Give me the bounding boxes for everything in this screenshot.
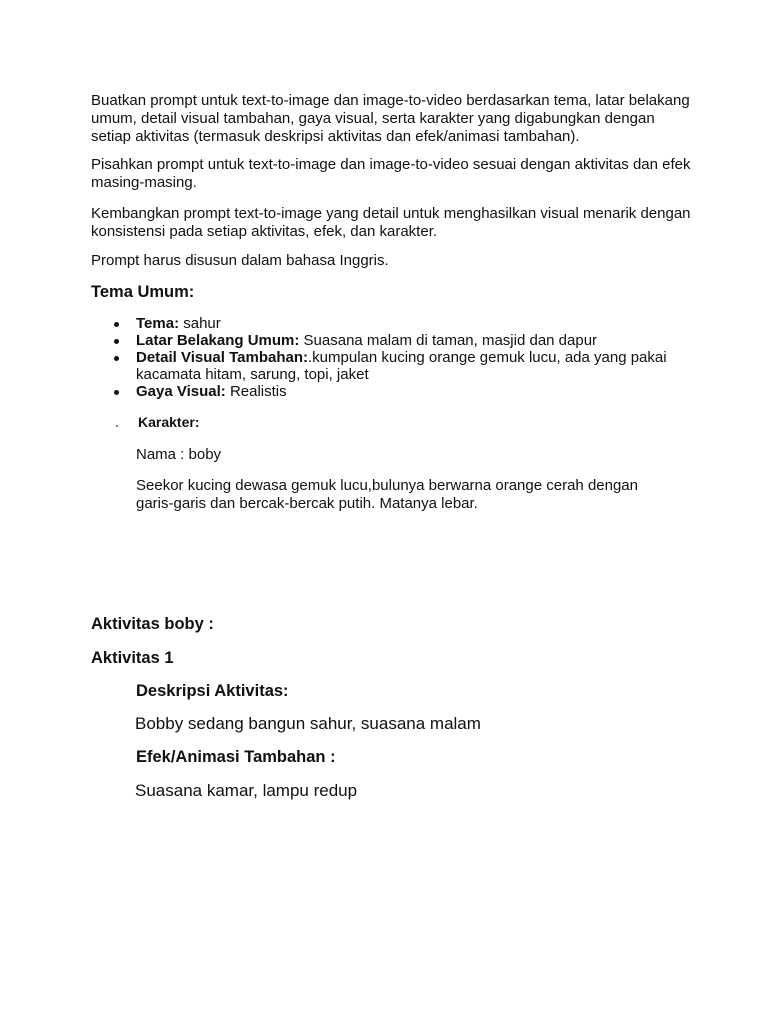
bullet-item-latar bbox=[112, 332, 692, 349]
bullet-label: Tema: bbox=[136, 315, 180, 332]
bullet-label: Gaya Visual: bbox=[136, 383, 226, 400]
bullet-label: Latar Belakang Umum: bbox=[136, 332, 300, 349]
intro-paragraph-2: Pisahkan prompt untuk text-to-image dan image-to-video sesuai dengan aktivitas dan efek masing-masing. bbox=[91, 156, 691, 191]
bullet-dot-icon bbox=[114, 339, 119, 344]
deskripsi-aktivitas-label: Deskripsi Aktivitas: bbox=[136, 682, 289, 700]
bullet-item-gaya-visual bbox=[112, 383, 692, 400]
bullet-value: sahur bbox=[179, 315, 221, 332]
bullet-dot-icon bbox=[114, 390, 119, 395]
intro-paragraph-4: Prompt harus disusun dalam bahasa Inggris. bbox=[91, 252, 389, 269]
bullet-item-tema bbox=[112, 315, 692, 332]
bullet-dot-icon bbox=[116, 425, 118, 427]
deskripsi-aktivitas-text: Bobby sedang bangun sahur, suasana malam bbox=[135, 714, 481, 733]
karakter-label: Karakter: bbox=[138, 414, 200, 430]
bullet-value: Suasana malam di taman, masjid dan dapur bbox=[299, 332, 598, 349]
intro-paragraph-1: Buatkan prompt untuk text-to-image dan image-to-video berdasarkan tema, latar belakang umum, detail visual tambahan, gaya visual, serta karakter yang digabungkan dengan setiap aktivitas (termasuk deskripsi aktivitas dan efek/animasi tambahan). bbox=[91, 92, 690, 145]
bullet-value: Realistis bbox=[225, 383, 287, 400]
bullet-item-detail-visual bbox=[112, 349, 692, 383]
karakter-deskripsi: Seekor kucing dewasa gemuk lucu,bulunya berwarna orange cerah dengan garis-garis dan bercak-bercak putih. Matanya lebar. bbox=[136, 477, 638, 512]
bullet-value: .kumpulan kucing orange gemuk lucu, ada yang pakai kacamata hitam, sarung, topi, jaket bbox=[136, 349, 667, 383]
aktivitas-heading: Aktivitas boby : bbox=[91, 615, 214, 633]
efek-animasi-text: Suasana kamar, lampu redup bbox=[135, 781, 358, 800]
tema-bullet-list bbox=[112, 315, 692, 400]
bullet-dot-icon bbox=[114, 356, 119, 361]
bullet-label: Detail Visual Tambahan: bbox=[136, 349, 308, 366]
tema-umum-heading: Tema Umum: bbox=[91, 283, 195, 301]
efek-animasi-label: Efek/Animasi Tambahan : bbox=[136, 748, 336, 766]
karakter-nama: Nama : boby bbox=[136, 446, 222, 463]
bullet-dot-icon bbox=[114, 322, 119, 327]
intro-paragraph-3: Kembangkan prompt text-to-image yang detail untuk menghasilkan visual menarik dengan konsistensi pada setiap aktivitas, efek, dan karakter. bbox=[91, 205, 691, 240]
aktivitas-1-title: Aktivitas 1 bbox=[91, 649, 174, 667]
